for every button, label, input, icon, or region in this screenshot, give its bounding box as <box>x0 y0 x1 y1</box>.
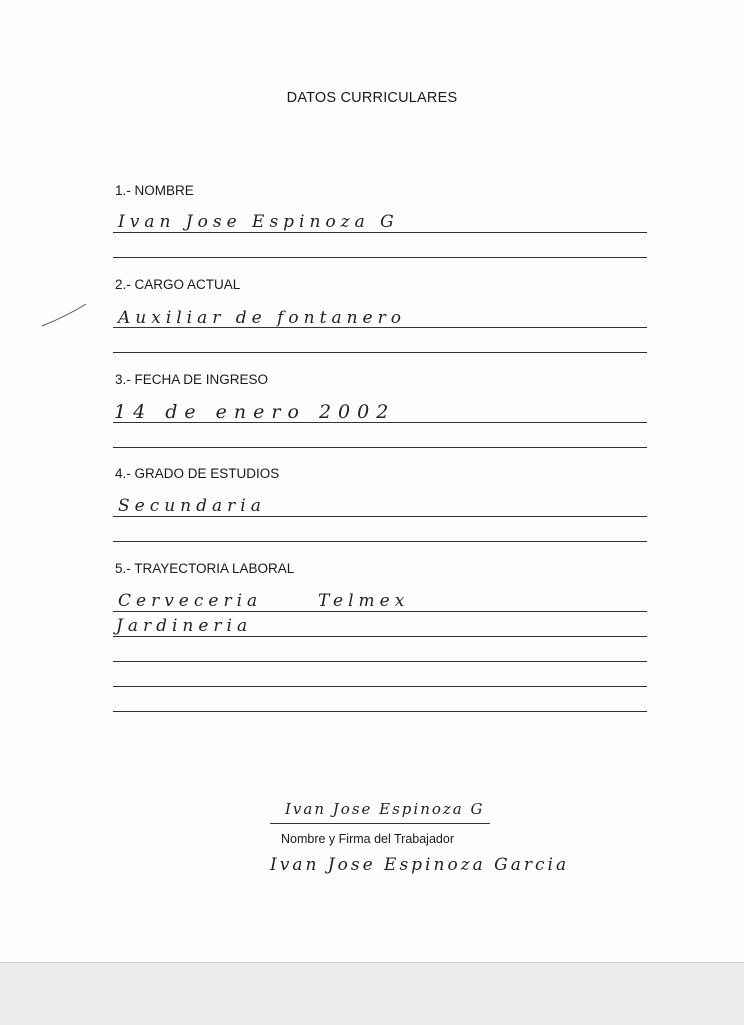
field-rule <box>113 327 647 328</box>
field-value-trayectoria-1: Cerveceria <box>118 591 263 611</box>
field-value-cargo: Auxiliar de fontanero <box>118 308 406 328</box>
field-label-nombre: 1.- NOMBRE <box>115 183 194 198</box>
field-rule <box>113 257 647 258</box>
field-value-trayectoria-2: Telmex <box>318 591 410 611</box>
stray-pen-mark <box>40 300 90 330</box>
document-title: DATOS CURRICULARES <box>286 90 458 106</box>
field-label-estudios: 4.- GRADO DE ESTUDIOS <box>115 466 280 481</box>
signature-rule <box>270 823 490 824</box>
field-value-estudios: Secundaria <box>118 496 266 516</box>
field-label-cargo: 2.- CARGO ACTUAL <box>115 277 241 292</box>
field-label-fecha: 3.- FECHA DE INGRESO <box>115 372 269 387</box>
field-rule <box>113 611 647 612</box>
scan-edge-band <box>0 962 744 1025</box>
field-rule <box>113 686 647 687</box>
field-rule <box>113 352 647 353</box>
field-rule <box>113 661 647 662</box>
field-value-trayectoria-3: Jardineria <box>116 616 253 636</box>
field-rule <box>113 516 647 517</box>
field-value-fecha: 14 de enero 2002 <box>114 401 396 423</box>
field-value-nombre: Ivan Jose Espinoza G <box>118 212 399 232</box>
signature-handwritten: Ivan Jose Espinoza G <box>285 800 485 818</box>
field-rule <box>113 636 647 637</box>
field-rule <box>113 447 647 448</box>
field-rule <box>113 541 647 542</box>
signature-caption: Nombre y Firma del Trabajador <box>281 832 454 846</box>
field-rule <box>113 232 647 233</box>
printed-name-handwritten: Ivan Jose Espinoza Garcia <box>270 855 570 875</box>
field-rule <box>113 422 647 423</box>
field-label-trayectoria: 5.- TRAYECTORIA LABORAL <box>115 561 295 576</box>
field-rule <box>113 711 647 712</box>
